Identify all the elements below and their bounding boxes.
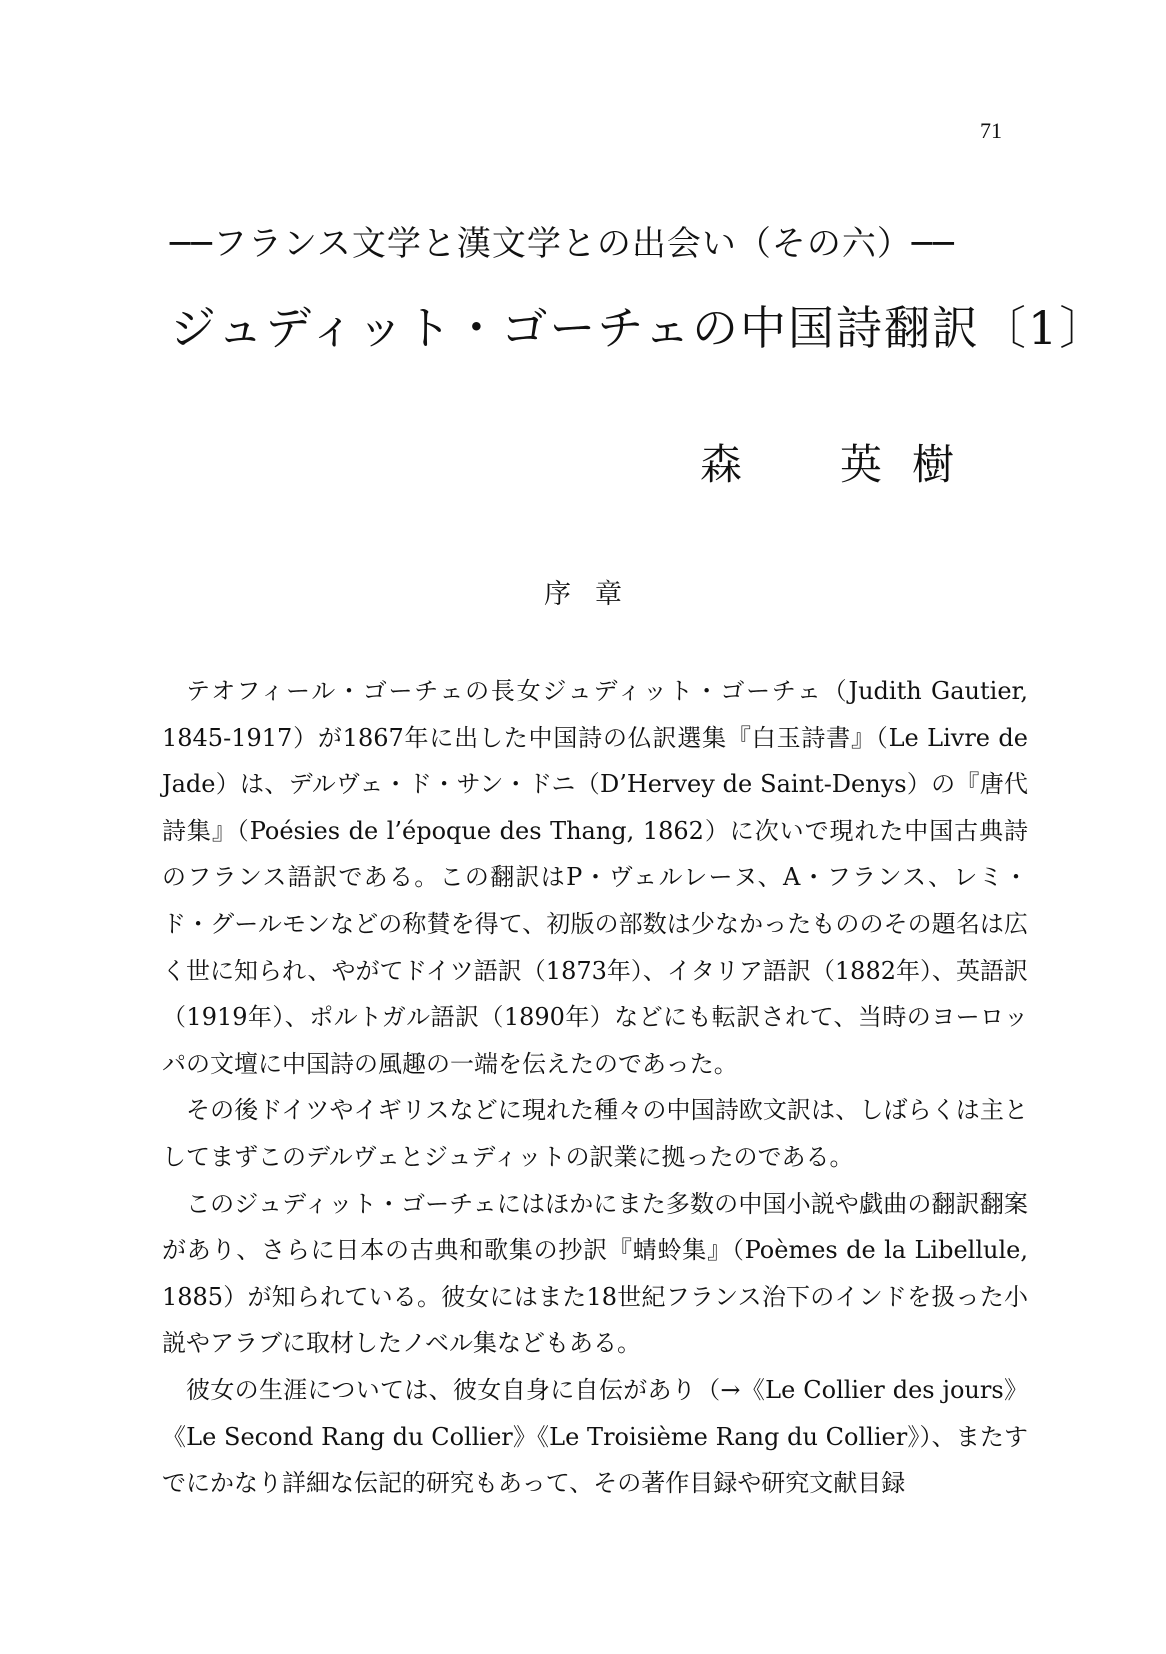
article-subtitle: ──フランス文学と漢文学との出会い（その六）── — [170, 224, 955, 264]
body-text — [162, 668, 1028, 1507]
author-name-part-2: 英 — [840, 440, 883, 489]
article-title: ジュディット・ゴーチェの中国詩翻訳〔1〕 — [170, 301, 1108, 355]
paragraph: 彼女の生涯については、彼女自身に自伝があり（→《Le Collier des jours》《Le Second Rang du Collier》《Le Troisième Rang du Collier》）、またすでにかなり詳細な伝記的研究もあって、その著作目録や研究文献目録 — [162, 1375, 1028, 1498]
paragraph: テオフィール・ゴーチェの長女ジュディット・ゴーチェ（Judith Gautier, 1845-1917）が1867年に出した中国詩の仏訳選集『白玉詩書』（Le Livre de Jade）は、デルヴェ・ド・サン・ドニ（D’Hervey de Saint-Denys）の『唐代詩集』（Poésies de l’époque des Thang, 1862）に次いで現れた中国古典詩のフランス語訳である。この翻訳はP・ヴェルレーヌ、A・フランス、レミ・ド・グールモンなどの称賛を得て、初版の部数は少なかったもののその題名は広く世に知られ、やがてドイツ語訳（1873年）、イタリア語訳（1882年）、英語訳（1919年）、ポルトガル語訳（1890年）などにも転訳されて、当時のヨーロッパの文壇に中国詩の風趣の一端を伝えたのであった。 — [162, 677, 1028, 1078]
author-name-part-3: 樹 — [912, 440, 955, 489]
page-number: 71 — [980, 118, 1002, 143]
paragraph: このジュディット・ゴーチェにはほかにまた多数の中国小説や戯曲の翻訳翻案があり、さらに日本の古典和歌集の抄訳『蜻蛉集』（Poèmes de la Libellule, 1885）が知られている。彼女にはまた18世紀フランス治下のインドを扱った小説やアラブに取材したノベル集などもある。 — [162, 1189, 1028, 1358]
section-heading: 序章 — [544, 579, 646, 610]
author-name-part-1: 森 — [700, 440, 743, 489]
paragraph: その後ドイツやイギリスなどに現れた種々の中国詩欧文訳は、しばらくは主としてまずこのデルヴェとジュディットの訳業に拠ったのである。 — [162, 1096, 1028, 1171]
author-name — [700, 432, 1000, 492]
